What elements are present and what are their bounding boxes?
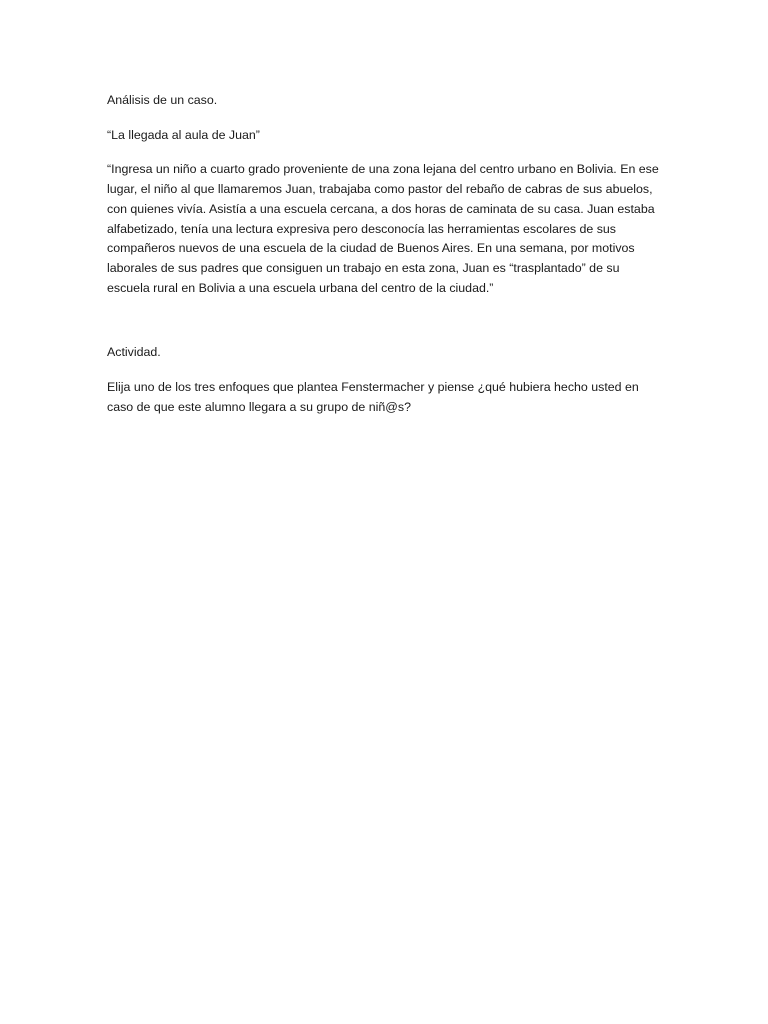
document-title: Análisis de un caso. (107, 93, 218, 107)
document-body (107, 91, 663, 417)
case-text: “Ingresa un niño a cuarto grado proveniente de una zona lejana del centro urbano en Bolivia. En ese lugar, el niño al que llamaremos Juan, trabajaba como pastor del rebaño de cabras de sus abuelos, con quienes vivía. Asistía a una escuela cercana, a dos horas de caminata de su casa. Juan estaba alfabetizado, tenía una lectura expresiva pero desconocía las herramientas escolares de sus compañeros nuevos de una escuela de la ciudad de Buenos Aires. En una semana, por motivos laborales de sus padres que consiguen un trabajo en esta zona, Juan es “trasplantado” de su escuela rural en Bolivia a una escuela urbana del centro de la ciudad.” (107, 162, 659, 295)
activity-heading: Actividad. (107, 345, 161, 360)
case-title: “La llegada al aula de Juan” (107, 127, 260, 142)
activity-text: Elija uno de los tres enfoques que plantea Fenstermacher y piense ¿qué hubiera hecho usted en caso de que este alumno llegara a su grupo de niñ@s? (107, 380, 639, 414)
